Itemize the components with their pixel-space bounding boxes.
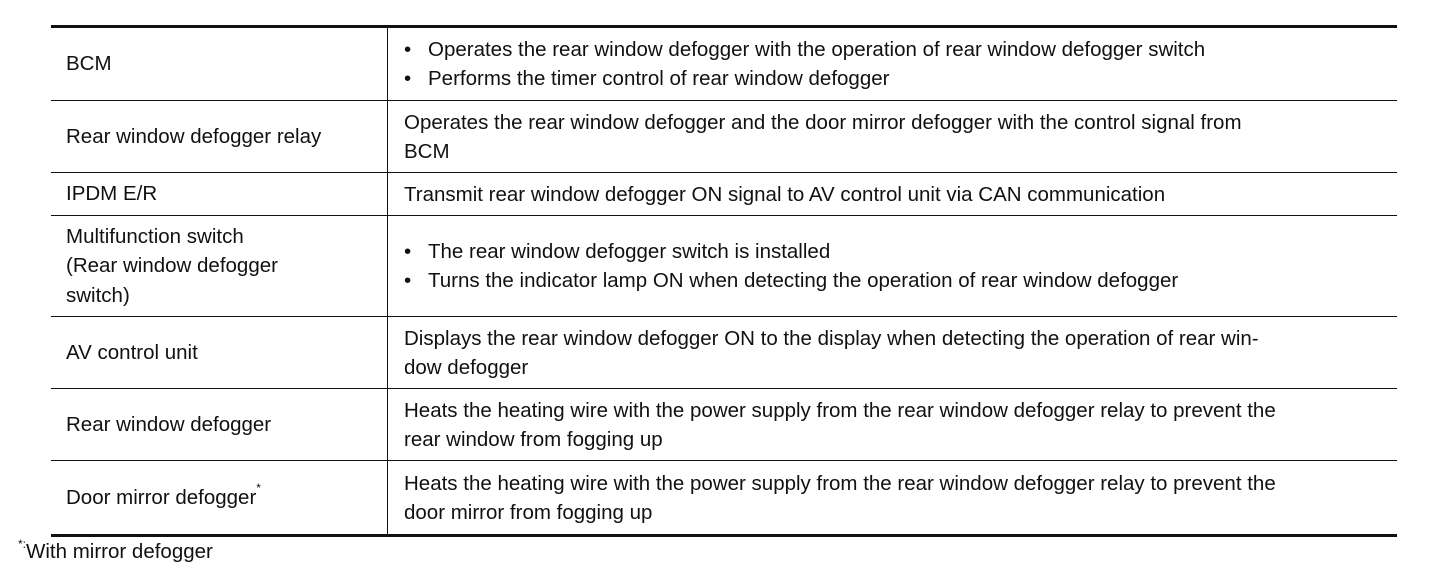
bullet-text: The rear window defogger switch is installed	[428, 240, 831, 263]
table-row	[51, 215, 1397, 316]
component-cell	[51, 216, 388, 316]
description-line: Displays the rear window defogger ON to the display when detecting the operation of rear win-	[404, 326, 1259, 350]
component-name-line: switch)	[66, 283, 130, 307]
component-description-table	[51, 25, 1397, 537]
description-cell	[388, 216, 1397, 316]
component-cell	[51, 173, 388, 215]
description-line: door mirror from fogging up	[404, 500, 653, 524]
component-name: BCM	[66, 52, 112, 76]
bullet-text: Performs the timer control of rear window defogger	[428, 67, 890, 90]
table-row	[51, 100, 1397, 172]
table-row	[51, 28, 1397, 100]
bullet-icon: •	[404, 240, 412, 263]
footnote-reference-mark: *	[256, 480, 261, 495]
bullet-icon: •	[404, 38, 412, 61]
description-line: Heats the heating wire with the power supply from the rear window defogger relay to prevent the	[404, 471, 1276, 495]
component-cell	[51, 461, 388, 534]
description-line: Heats the heating wire with the power supply from the rear window defogger relay to prevent the	[404, 398, 1276, 422]
bullet-item	[404, 64, 1387, 93]
footnote-text: With mirror defogger	[26, 540, 213, 563]
description-line: Operates the rear window defogger and the door mirror defogger with the control signal from	[404, 110, 1242, 134]
description-line: dow defogger	[404, 355, 529, 379]
table-row	[51, 460, 1397, 534]
description-cell	[388, 317, 1397, 388]
description-cell	[388, 28, 1397, 100]
component-name: Rear window defogger	[66, 412, 272, 436]
component-name: AV control unit	[66, 340, 198, 364]
description-line: rear window from fogging up	[404, 427, 663, 451]
description-cell	[388, 101, 1397, 172]
description-cell	[388, 173, 1397, 215]
description-cell	[388, 461, 1397, 534]
bullet-text: Turns the indicator lamp ON when detecting the operation of rear window defogger	[428, 269, 1179, 292]
component-cell	[51, 28, 388, 100]
table-row	[51, 316, 1397, 388]
component-cell	[51, 389, 388, 460]
footnote	[18, 538, 213, 568]
bullet-item	[404, 266, 1387, 295]
component-name-text: Door mirror defogger	[66, 485, 257, 509]
component-cell	[51, 101, 388, 172]
component-name: IPDM E/R	[66, 182, 158, 206]
bullet-text: Operates the rear window defogger with the operation of rear window defogger switch	[428, 38, 1206, 61]
description-line: BCM	[404, 139, 450, 163]
footnote-mark: *:	[18, 537, 27, 551]
component-name-line: (Rear window defogger	[66, 254, 278, 278]
bullet-item	[404, 237, 1387, 266]
bullet-item	[404, 35, 1387, 64]
component-cell	[51, 317, 388, 388]
table-row	[51, 388, 1397, 460]
description-line: Transmit rear window defogger ON signal to AV control unit via CAN communication	[404, 182, 1166, 206]
bullet-icon: •	[404, 67, 412, 90]
bullet-icon: •	[404, 269, 412, 292]
description-cell	[388, 389, 1397, 460]
component-name	[66, 480, 261, 513]
table-row	[51, 172, 1397, 215]
component-name-line: Multifunction switch	[66, 224, 244, 248]
component-name: Rear window defogger relay	[66, 124, 322, 148]
